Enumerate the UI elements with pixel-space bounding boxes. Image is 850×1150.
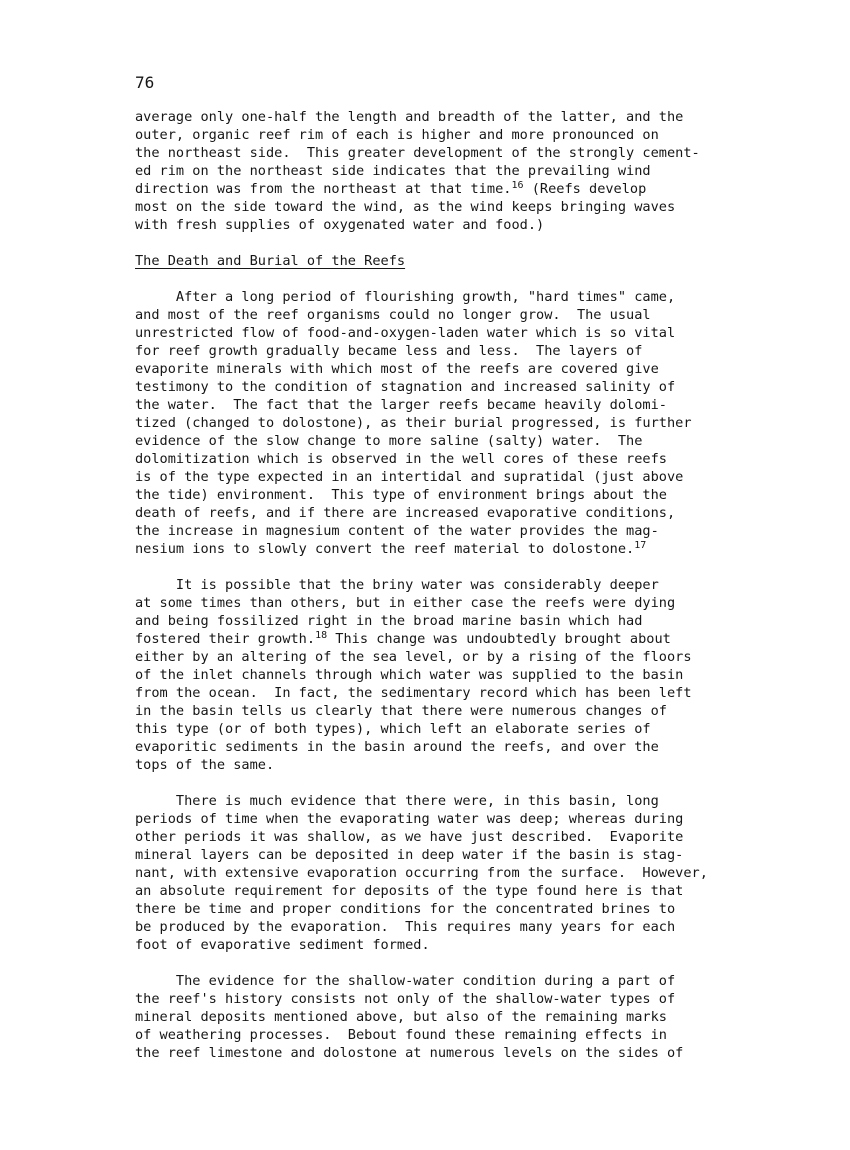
text-line: evaporitic sediments in the basin around the reefs, and over the <box>135 739 659 755</box>
footnote-ref: 18 <box>315 630 328 641</box>
page-number: 76 <box>135 73 155 92</box>
text-line: periods of time when the evaporating water was deep; whereas during <box>135 811 684 827</box>
text-line: the reef limestone and dolostone at numerous levels on the sides of <box>135 1045 684 1061</box>
text-line-with-footnote <box>135 630 735 648</box>
text-line: average only one-half the length and breadth of the latter, and the <box>135 109 684 125</box>
section-heading: The Death and Burial of the Reefs <box>135 253 406 269</box>
text-line: There is much evidence that there were, in this basin, long <box>135 793 659 809</box>
paragraph-gap <box>135 270 735 288</box>
paragraph-gap <box>135 234 735 252</box>
text-segment: nesium ions to slowly convert the reef material to dolostone. <box>135 541 635 557</box>
text-line: outer, organic reef rim of each is higher and more pronounced on <box>135 127 659 143</box>
text-line-with-footnote <box>135 540 735 558</box>
text-line: in the basin tells us clearly that there were numerous changes of <box>135 703 667 719</box>
text-line: foot of evaporative sediment formed. <box>135 937 430 953</box>
text-line: be produced by the evaporation. This requires many years for each <box>135 919 676 935</box>
text-line: and most of the reef organisms could no longer grow. The usual <box>135 307 651 323</box>
text-line-with-footnote <box>135 180 735 198</box>
text-segment: direction was from the northeast at that time. <box>135 181 512 197</box>
text-line: tized (changed to dolostone), as their burial progressed, is further <box>135 415 692 431</box>
text-segment: This change was undoubtedly brought about <box>327 631 671 647</box>
paragraph-1 <box>135 108 735 234</box>
text-line: dolomitization which is observed in the well cores of these reefs <box>135 451 667 467</box>
text-line: tops of the same. <box>135 757 275 773</box>
text-segment: (Reefs develop <box>523 181 647 197</box>
text-line: the reef's history consists not only of the shallow-water types of <box>135 991 676 1007</box>
text-line: other periods it was shallow, as we have just described. Evaporite <box>135 829 684 845</box>
text-line: the water. The fact that the larger reefs became heavily dolomi- <box>135 397 667 413</box>
text-line: an absolute requirement for deposits of the type found here is that <box>135 883 684 899</box>
text-line: there be time and proper conditions for the concentrated brines to <box>135 901 676 917</box>
text-line: death of reefs, and if there are increased evaporative conditions, <box>135 505 676 521</box>
text-line: the northeast side. This greater development of the strongly cement- <box>135 145 700 161</box>
text-line: testimony to the condition of stagnation and increased salinity of <box>135 379 676 395</box>
text-line: The evidence for the shallow-water condition during a part of <box>135 973 676 989</box>
text-line: the increase in magnesium content of the water provides the mag- <box>135 523 659 539</box>
paragraph-gap <box>135 558 735 576</box>
text-line: from the ocean. In fact, the sedimentary record which has been left <box>135 685 692 701</box>
text-segment: fostered their growth. <box>135 631 316 647</box>
text-line: at some times than others, but in either case the reefs were dying <box>135 595 676 611</box>
footnote-ref: 16 <box>511 180 524 191</box>
text-line: unrestricted flow of food-and-oxygen-laden water which is so vital <box>135 325 676 341</box>
text-line: and being fossilized right in the broad marine basin which had <box>135 613 643 629</box>
text-line: nant, with extensive evaporation occurring from the surface. However, <box>135 865 708 881</box>
text-line: is of the type expected in an intertidal and supratidal (just above <box>135 469 684 485</box>
text-line: either by an altering of the sea level, or by a rising of the floors <box>135 649 692 665</box>
text-line: of weathering processes. Bebout found these remaining effects in <box>135 1027 667 1043</box>
text-line: most on the side toward the wind, as the wind keeps bringing waves <box>135 199 676 215</box>
paragraph-4 <box>135 792 735 954</box>
text-line: for reef growth gradually became less and less. The layers of <box>135 343 643 359</box>
text-line: of the inlet channels through which water was supplied to the basin <box>135 667 684 683</box>
text-line: It is possible that the briny water was considerably deeper <box>135 577 659 593</box>
text-line: evaporite minerals with which most of the reefs are covered give <box>135 361 659 377</box>
text-line: this type (or of both types), which left an elaborate series of <box>135 721 651 737</box>
text-line: ed rim on the northeast side indicates that the prevailing wind <box>135 163 651 179</box>
text-line: evidence of the slow change to more saline (salty) water. The <box>135 433 643 449</box>
paragraph-5 <box>135 972 735 1062</box>
page-body <box>135 108 735 1062</box>
paragraph-gap <box>135 774 735 792</box>
text-line: mineral deposits mentioned above, but also of the remaining marks <box>135 1009 667 1025</box>
paragraph-3 <box>135 576 735 774</box>
paragraph-2 <box>135 288 735 558</box>
footnote-ref: 17 <box>634 540 647 551</box>
text-line: mineral layers can be deposited in deep water if the basin is stag- <box>135 847 684 863</box>
paragraph-gap <box>135 954 735 972</box>
text-line: the tide) environment. This type of environment brings about the <box>135 487 667 503</box>
text-line: After a long period of flourishing growth, "hard times" came, <box>135 289 676 305</box>
text-line: with fresh supplies of oxygenated water and food.) <box>135 217 545 233</box>
